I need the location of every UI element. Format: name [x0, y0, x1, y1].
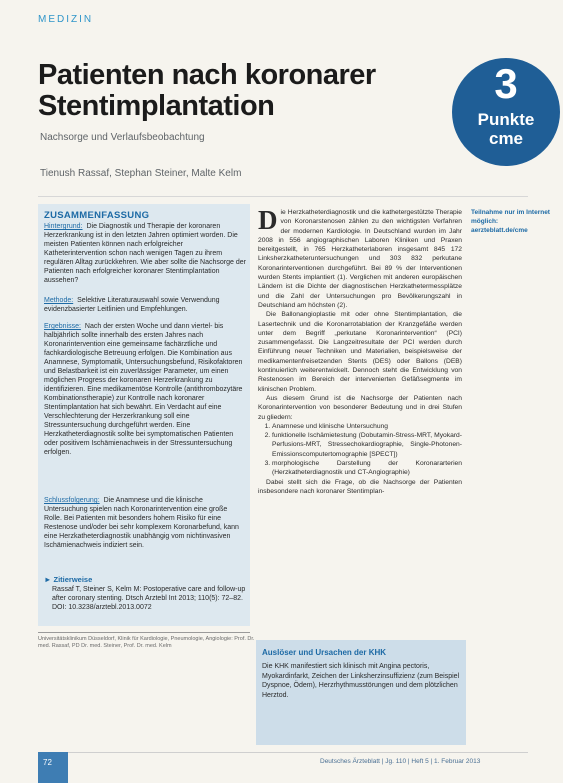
- subtitle: Nachsorge und Verlaufsbeobachtung: [40, 132, 205, 143]
- top-divider: [38, 196, 528, 197]
- summary-lead: Hintergrund:: [44, 223, 83, 230]
- info-box-text: Die KHK manifestiert sich klinisch mit Angina pectoris, Myokardinfarkt, Zeichen der Linksherzinsuffizienz (zum Beispiel Dyspnoe, Ödem), Herzrhythmusstörungen und dem plötzlichen Herztod.: [262, 663, 460, 699]
- section-label: MEDIZIN: [38, 14, 94, 25]
- sidenote: Teilnahme nur im Internet möglich: aerzteblatt.de/cme: [471, 209, 550, 234]
- page-title: Patienten nach koronarer Stentimplantation: [38, 59, 376, 122]
- summary-text: Nach der ersten Woche und dann viertel- bis halbjährlich sollte innerhalb des ersten Jahres nach Koronarintervention eine gemeinsame fachärztliche und fachkardiologische Betreuung erfolgen. Die Kombination aus Anamnese, Symptomatik, Untersuchungsbefund, Risikofaktoren und Belastbarkeit ist ein zuverlässiger Parameter, um einen möglichen Progress der koronaren Herzerkrankung zu identifizieren. Eine medikamentöse Kontrolle (antithrombozytäre Kombinationstherapie) zur Kontrolle nach koronarer Stentimplantation hat sich bewährt. Ein Verdacht auf eine Verschlechterung der Herzerkrankung soll eine Stressuntersuchung durchgeführt werden. Eine Herzkatheterdiagnostik sollte bei symptomatischen Patienten oder positivem Ischämienachweis in der Stressuntersuchung erfolgen.: [44, 323, 243, 456]
- summary-lead: Ergebnisse:: [44, 323, 81, 330]
- affiliation-divider: [38, 632, 250, 633]
- summary-background: [44, 222, 246, 285]
- list-item: 3. morphologische Darstellung der Koronararterien (Herzkatheterdiagnostik und CT-Angiographie): [272, 459, 462, 478]
- list-item: 2. funktionelle Ischämietestung (Dobutamin-Stress-MRT, Myokard-Perfusions-MRT, Stressechokardiographie, Single-Photonen-Emissionscomputertomographie [SPECT]): [272, 431, 462, 459]
- summary-lead: Methode:: [44, 297, 74, 304]
- cme-badge: [452, 58, 560, 166]
- drop-cap: D: [258, 205, 278, 235]
- body-paragraph: Dabei stellt sich die Frage, ob die Nachsorge der Patienten insbesondere nach koronarer Stentimplan-: [258, 478, 462, 495]
- citation-text: Rassaf T, Steiner S, Kelm M: Postoperative care and follow-up after coronary stenting. Dtsch Arztebl Int 2013; 110(5): 72–82. DOI: 10.3238/arztebl.2013.0072: [52, 586, 246, 611]
- body-paragraph-text: ie Herzkatheterdiagnostik und die kathetergestützte Therapie von Koronarstenosen zählen zu den wichtigsten Verfahren der modernen Kardiologie. In Deutschland wurden im Jahr 2008 in 556 angiographischen Laboren Kliniken und Praxen bereitgestellt, in 765 Herzkatheterlaboren insgesamt 845 172 Linksherzkatheteruntersuchungen und 303 832 perkutane Koronarinterventionen durchgeführt. Bei 89 % der Interventionen wurden Stents implantiert (1). Verglichen mit anderen europäischen Ländern ist die Dichte der diagnostischen Herzkathetermessplätze und die Zahl der Untersuchungen pro Bevölkerungszahl in Deutschland am höchsten (2).: [258, 209, 462, 309]
- summary-lead: Schlussfolgerung:: [44, 497, 100, 504]
- cme-badge-line2: cme: [488, 129, 524, 148]
- summary-conclusion: [44, 496, 246, 550]
- body-paragraph: [258, 205, 462, 310]
- summary-text: Die Diagnostik und Therapie der koronaren Herzerkrankung ist in den letzten Jahren optimiert worden. Die meisten Patienten können nach erfolgreicher Katheterintervention schon nach wenigen Tagen zu ihrem regulären Alltag zurückkehren. Wie aber sollte die Nachsorge der Patienten nach erfolgreicher koronarer Stentimplantation aussehen?: [44, 223, 246, 284]
- journal-citation: Deutsches Ärzteblatt | Jg. 110 | Heft 5 | 1. Februar 2013: [320, 758, 481, 765]
- list-item: 1. Anamnese und klinische Untersuchung: [272, 422, 462, 431]
- summary-heading: ZUSAMMENFASSUNG: [44, 210, 150, 221]
- cme-badge-line1: Punkte: [477, 110, 535, 129]
- cme-points-number: 3: [494, 60, 518, 107]
- info-box-heading: Auslöser und Ursachen der KHK: [262, 648, 387, 657]
- body-paragraph: Die Ballonangioplastie mit oder ohne Stentimplantation, die Lasertechnik und die Koronarrotablation der Kranzgefäße werden unter dem Begriff „perkutane Koronarintervention“ (PCI) zusammengefasst. Die Langzeitresultate der PCI werden durch Einführung neuer Techniken und Materialien, beispielsweise der medikamentenfreisetzenden Stents (DES) oder Ballons (DEB) kontinuierlich weiterentwickelt. Dennoch steht die Entwicklung von Restenosen im Bereich der intervenierten Gefäßsegmente im klinischen Problem.: [258, 311, 462, 393]
- cme-badge-text: [452, 110, 560, 148]
- citation-heading: ► Zitierweise: [44, 575, 93, 584]
- page-number: 72: [43, 758, 52, 767]
- summary-method: [44, 296, 246, 314]
- article-body: [258, 205, 462, 496]
- body-paragraph: Aus diesem Grund ist die Nachsorge der Patienten nach Koronarintervention von besonderer Bedeutung und in drei Stufen zu gliedern:: [258, 394, 462, 421]
- authors: Tienush Rassaf, Stephan Steiner, Malte Kelm: [40, 168, 242, 179]
- summary-text: Selektive Literaturauswahl sowie Verwendung evidenzbasierter Leitlinien und Empfehlungen.: [44, 297, 220, 313]
- page-number-tab: [38, 752, 68, 783]
- summary-results: [44, 322, 246, 457]
- affiliation: Universitätsklinikum Düsseldorf, Klinik für Kardiologie, Pneumologie, Angiologie: Prof. Dr. med. Rassaf, PD Dr. med. Steiner, Prof. Dr. med. Kelm: [38, 636, 255, 649]
- body-list: [258, 422, 462, 478]
- summary-text: Die Anamnese und die klinische Untersuchung spielen nach Koronarintervention eine große Rolle. Bei Patienten mit besonders hohem Risiko für eine Restenose und/oder bei sehr komplexem Koronarbefund, kann eine Herzkatheterdiagnostik unabhängig vom nichtinvasiven Ischämienachweis indiziert sein.: [44, 497, 239, 549]
- footer-divider: [38, 752, 528, 753]
